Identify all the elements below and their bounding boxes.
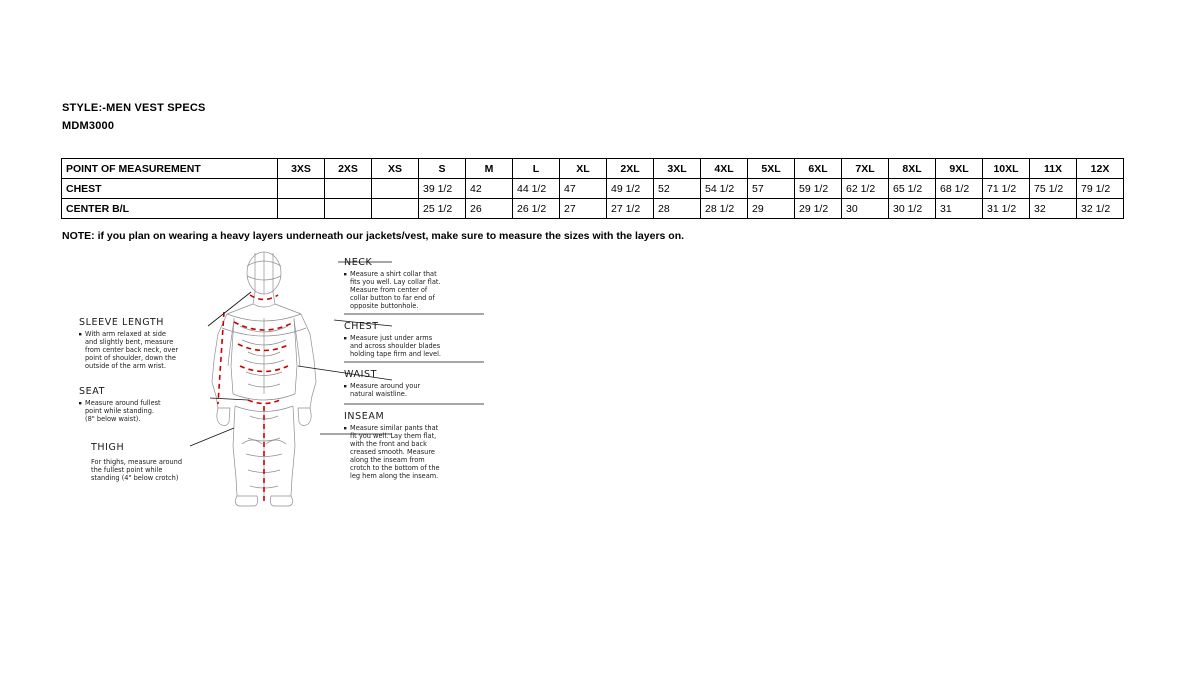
column-header-s: S — [419, 159, 466, 179]
column-header-6xl: 6XL — [795, 159, 842, 179]
cell-centerbl-9xl: 31 — [936, 199, 983, 219]
column-header-xl: XL — [560, 159, 607, 179]
cell-chest-5xl: 57 — [748, 179, 795, 199]
column-header-4xl: 4XL — [701, 159, 748, 179]
cell-chest-l: 44 1/2 — [513, 179, 560, 199]
callout-title-inseam: INSEAM — [344, 411, 385, 422]
size-spec-table — [61, 158, 1124, 219]
callout-sleeve-length — [79, 317, 178, 370]
callout-waist — [344, 369, 484, 404]
callout-line: (8" below waist). — [85, 415, 141, 423]
table-header-row — [62, 159, 1124, 179]
callout-line: with the front and back — [350, 440, 427, 448]
bullet-icon — [344, 337, 346, 339]
cell-chest-4xl: 54 1/2 — [701, 179, 748, 199]
column-header-pom: POINT OF MEASUREMENT — [62, 159, 278, 179]
measurement-guide-figure — [62, 248, 492, 523]
cell-chest-12x: 79 1/2 — [1077, 179, 1124, 199]
cell-chest-xl: 47 — [560, 179, 607, 199]
cell-chest-m: 42 — [466, 179, 513, 199]
callout-title-sleeve-length: SLEEVE LENGTH — [79, 317, 165, 328]
callout-line: point while standing. — [85, 407, 155, 415]
cell-chest-3xl: 52 — [654, 179, 701, 199]
column-header-m: M — [466, 159, 513, 179]
callout-line: opposite buttonhole. — [350, 302, 419, 310]
cell-centerbl-11x: 32 — [1030, 199, 1077, 219]
bullet-icon — [344, 273, 346, 275]
table-row — [62, 179, 1124, 199]
column-header-2xs: 2XS — [325, 159, 372, 179]
callout-line: and slightly bent, measure — [85, 338, 174, 346]
callout-line: the fullest point while — [91, 466, 163, 474]
callout-line: Measure from center of — [350, 286, 428, 294]
callout-line: Measure similar pants that — [350, 424, 439, 432]
measuring-note: NOTE: if you plan on wearing a heavy layers underneath our jackets/vest, make sure to measure the sizes with the layers on. — [62, 230, 685, 242]
cell-centerbl-l: 26 1/2 — [513, 199, 560, 219]
cell-centerbl-xl: 27 — [560, 199, 607, 219]
cell-chest-s: 39 1/2 — [419, 179, 466, 199]
column-header-2xl: 2XL — [607, 159, 654, 179]
callout-line: creased smooth. Measure — [350, 448, 435, 456]
callout-line: from center back neck, over — [85, 346, 179, 354]
cell-chest-xs — [372, 179, 419, 199]
callout-line: With arm relaxed at side — [85, 330, 166, 338]
callout-line: fit you well. Lay them flat, — [350, 432, 437, 440]
callout-inseam — [344, 411, 440, 480]
callout-line: For thighs, measure around — [91, 458, 183, 466]
mannequin-illustration — [212, 252, 316, 506]
bullet-icon — [79, 333, 81, 335]
cell-centerbl-s: 25 1/2 — [419, 199, 466, 219]
cell-centerbl-12x: 32 1/2 — [1077, 199, 1124, 219]
callout-line: point of shoulder, down the — [85, 354, 176, 362]
callout-line: outside of the arm wrist. — [85, 362, 166, 370]
callout-line: Measure a shirt collar that — [350, 270, 437, 278]
cell-chest-9xl: 68 1/2 — [936, 179, 983, 199]
cell-chest-3xs — [278, 179, 325, 199]
column-header-3xs: 3XS — [278, 159, 325, 179]
cell-chest-2xl: 49 1/2 — [607, 179, 654, 199]
cell-centerbl-m: 26 — [466, 199, 513, 219]
callout-title-thigh: THIGH — [91, 442, 125, 453]
column-header-9xl: 9XL — [936, 159, 983, 179]
column-header-12x: 12X — [1077, 159, 1124, 179]
cell-centerbl-5xl: 29 — [748, 199, 795, 219]
cell-chest-7xl: 62 1/2 — [842, 179, 889, 199]
callout-seat — [79, 386, 161, 423]
cell-centerbl-4xl: 28 1/2 — [701, 199, 748, 219]
callout-line: Measure around your — [350, 382, 421, 390]
callout-title-waist: WAIST — [344, 369, 378, 380]
row-label-chest: CHEST — [62, 179, 278, 199]
column-header-11x: 11X — [1030, 159, 1077, 179]
row-label-center-bl: CENTER B/L — [62, 199, 278, 219]
bullet-icon — [344, 427, 346, 429]
column-header-l: L — [513, 159, 560, 179]
column-header-3xl: 3XL — [654, 159, 701, 179]
cell-chest-11x: 75 1/2 — [1030, 179, 1077, 199]
column-header-8xl: 8XL — [889, 159, 936, 179]
callout-line: leg hem along the inseam. — [350, 472, 439, 480]
callout-line: crotch to the bottom of the — [350, 464, 440, 472]
column-header-7xl: 7XL — [842, 159, 889, 179]
callout-line: along the inseam from — [350, 456, 425, 464]
cell-chest-6xl: 59 1/2 — [795, 179, 842, 199]
callout-thigh — [90, 442, 182, 482]
callout-line: Measure around fullest — [85, 399, 161, 407]
column-header-xs: XS — [372, 159, 419, 179]
bullet-icon — [79, 402, 81, 404]
cell-centerbl-6xl: 29 1/2 — [795, 199, 842, 219]
table-row — [62, 199, 1124, 219]
callout-line: fits you well. Lay collar flat. — [350, 278, 441, 286]
cell-centerbl-8xl: 30 1/2 — [889, 199, 936, 219]
cell-centerbl-7xl: 30 — [842, 199, 889, 219]
style-title: STYLE:-MEN VEST SPECS — [62, 102, 206, 114]
style-code: MDM3000 — [62, 120, 115, 132]
callout-title-seat: SEAT — [79, 386, 105, 397]
callout-line: natural waistline. — [350, 390, 407, 398]
cell-centerbl-10xl: 31 1/2 — [983, 199, 1030, 219]
callout-chest — [344, 321, 484, 362]
callout-line: and across shoulder blades — [350, 342, 441, 350]
bullet-icon — [344, 385, 346, 387]
column-header-10xl: 10XL — [983, 159, 1030, 179]
cell-centerbl-xs — [372, 199, 419, 219]
cell-centerbl-2xs — [325, 199, 372, 219]
cell-chest-10xl: 71 1/2 — [983, 179, 1030, 199]
cell-centerbl-3xs — [278, 199, 325, 219]
column-header-5xl: 5XL — [748, 159, 795, 179]
cell-centerbl-3xl: 28 — [654, 199, 701, 219]
cell-centerbl-2xl: 27 1/2 — [607, 199, 654, 219]
callout-neck — [344, 257, 484, 314]
callout-title-chest: CHEST — [344, 321, 379, 332]
callout-line: collar button to far end of — [350, 294, 435, 302]
callout-title-neck: NECK — [344, 257, 373, 268]
cell-chest-2xs — [325, 179, 372, 199]
cell-chest-8xl: 65 1/2 — [889, 179, 936, 199]
callout-line: standing (4" below crotch) — [91, 474, 179, 482]
measurement-dashed-lines — [218, 295, 294, 502]
callout-line: Measure just under arms — [350, 334, 433, 342]
callout-line: holding tape firm and level. — [350, 350, 442, 358]
